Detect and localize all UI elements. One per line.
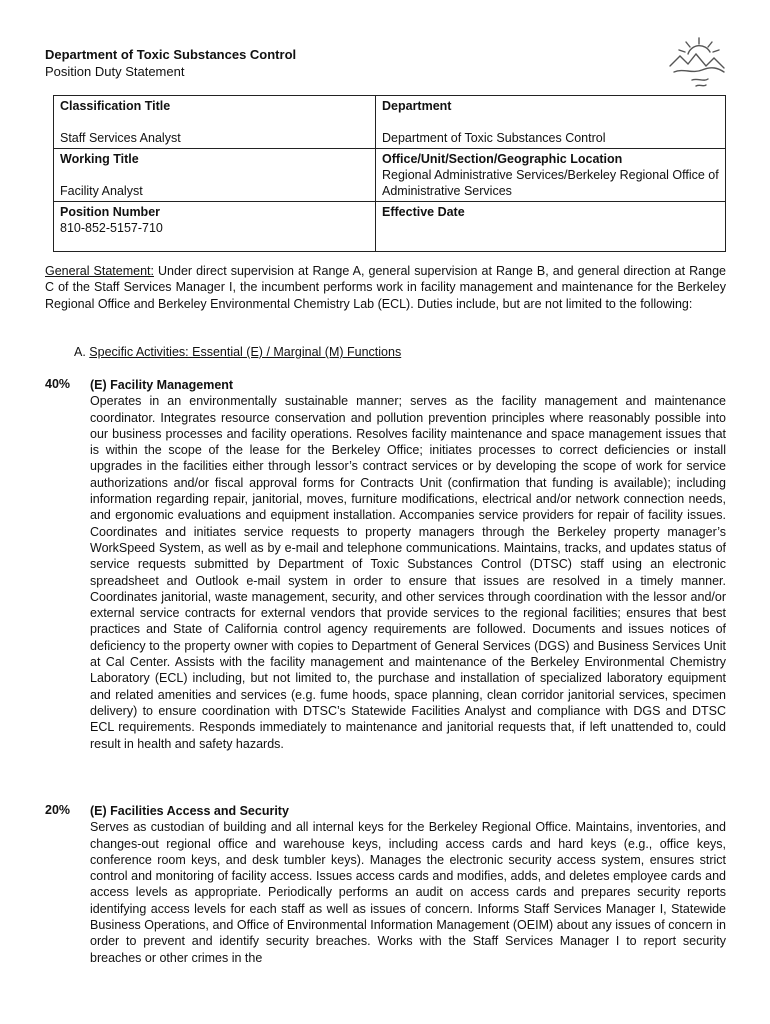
department-heading: Department of Toxic Substances Control bbox=[45, 47, 297, 62]
dtsc-logo-icon bbox=[666, 36, 728, 94]
position-info-table bbox=[53, 95, 726, 252]
specific-activities-label: Specific Activities: Essential (E) / Marginal (M) Functions bbox=[89, 345, 402, 359]
section-text: Serves as custodian of building and all internal keys for the Berkeley Regional Office. Maintains, inventories, and changes-out regional office and warehouse keys, including access cards and hard keys (e.g., office keys, conference room keys, and desk tumbler keys). Manages the electronic security access system, ensures strict control and monitoring of facility access. Issues access cards and modifies, adds, and deletes employee cards and access levels as appropriate. Periodically performs an audit on access cards and prepares security reports identifying access levels for each staff as well as issues of concern. Informs Staff Services Manager I, Statewide Business Operations, and Office of Environmental Information Management (OEIM) about any issues of concern in order to prevent and identify security breaches. Works with the Staff Services Manager I to report security breaches or other crimes in the bbox=[90, 820, 726, 965]
effective-date-cell bbox=[376, 202, 726, 252]
section-title: (E) Facility Management bbox=[90, 378, 234, 392]
specific-activities-prefix: A. bbox=[74, 345, 90, 359]
working-title-label: Working Title bbox=[60, 152, 139, 166]
classification-value: Staff Services Analyst bbox=[60, 131, 181, 145]
section-facilities-access-security bbox=[90, 803, 726, 966]
office-cell bbox=[376, 149, 726, 202]
working-title-value: Facility Analyst bbox=[60, 184, 143, 198]
general-statement bbox=[45, 263, 726, 312]
section-facility-management bbox=[90, 377, 726, 752]
general-statement-text: Under direct supervision at Range A, general supervision at Range B, and general direction at Range C of the Staff Services Manager I, the incumbent performs work in facility management and maintenance for the Berkeley Regional Office and Berkeley Environmental Chemistry Lab (ECL). Duties include, but are not limited to the following: bbox=[45, 264, 726, 311]
department-label: Department bbox=[382, 99, 452, 113]
working-title-cell bbox=[54, 149, 376, 202]
classification-label: Classification Title bbox=[60, 99, 171, 113]
section-text: Operates in an environmentally sustainable manner; serves as the facility management and maintenance coordinator. Integrates resource conservation and pollution prevention principles where reasonably possible into our business processes and facility operations. Resolves facility maintenance and space management issues that is within the scope of the lease for the Berkeley Office; initiates processes to correct deficiencies or install upgrades in the facilities either through lessor’s contract services or by developing the scope of work for service authorizations and/or fiscal approval forms for Contracts Unit (confirmation that funding is available); including information regarding repair, janitorial, moves, furniture modifications, electrical and/or network connection needs, and ergonomic evaluations and equipment installation. Accompanies service providers for repair of facility issues. Coordinates and initiates service requests to property managers through the Berkeley property manager’s WorkSpeed System, as well as by e-mail and telephone communications. Maintains, tracks, and updates status of service requests submitted by Department of Toxic Substances Control (DTSC) staff using an electronic spreadsheet and Outlook e-mail system in order to ensure that issues are resolved in a timely manner. Coordinates janitorial, waste management, security, and other services through coordination with the lessor and/or external service contracts for external vendors that provide services to the regional facilities; ensures that best practices and State of California control agency requirements are followed. Documents and issues notices of deficiency to the property owner with copies to Department of General Services (DGS) and Business Services Unit at Cal Center. Assists with the facility management and maintenance of the Berkeley Environmental Chemistry Laboratory (ECL) including, but not limited to, the purchase and installation of specialized laboratory equipment and related amenities and services (e.g. fume hoods, space planning, clean corridor janitorial services, specimen delivery) to ensure coordination with DTSC’s Statewide Facilities Analyst and compliance with DGS and DTSC ECL requirements. Responds immediately to maintenance and janitorial requests that, if left unattended to, could result in health and safety hazards. bbox=[90, 394, 726, 751]
department-value: Department of Toxic Substances Control bbox=[382, 131, 606, 145]
section-percent: 40% bbox=[45, 377, 71, 391]
document-title: Position Duty Statement bbox=[45, 64, 185, 79]
effective-date-label: Effective Date bbox=[382, 205, 465, 219]
section-percent: 20% bbox=[45, 803, 71, 817]
position-number-value: 810-852-5157-710 bbox=[60, 221, 163, 235]
general-statement-label: General Statement: bbox=[45, 264, 154, 278]
position-number-cell bbox=[54, 202, 376, 252]
specific-activities-heading bbox=[74, 345, 401, 359]
office-label: Office/Unit/Section/Geographic Location bbox=[382, 152, 623, 166]
section-title: (E) Facilities Access and Security bbox=[90, 804, 289, 818]
position-number-label: Position Number bbox=[60, 205, 161, 219]
department-cell bbox=[376, 96, 726, 149]
classification-cell bbox=[54, 96, 376, 149]
office-value: Regional Administrative Services/Berkeley Regional Office of Administrative Services bbox=[382, 168, 719, 198]
